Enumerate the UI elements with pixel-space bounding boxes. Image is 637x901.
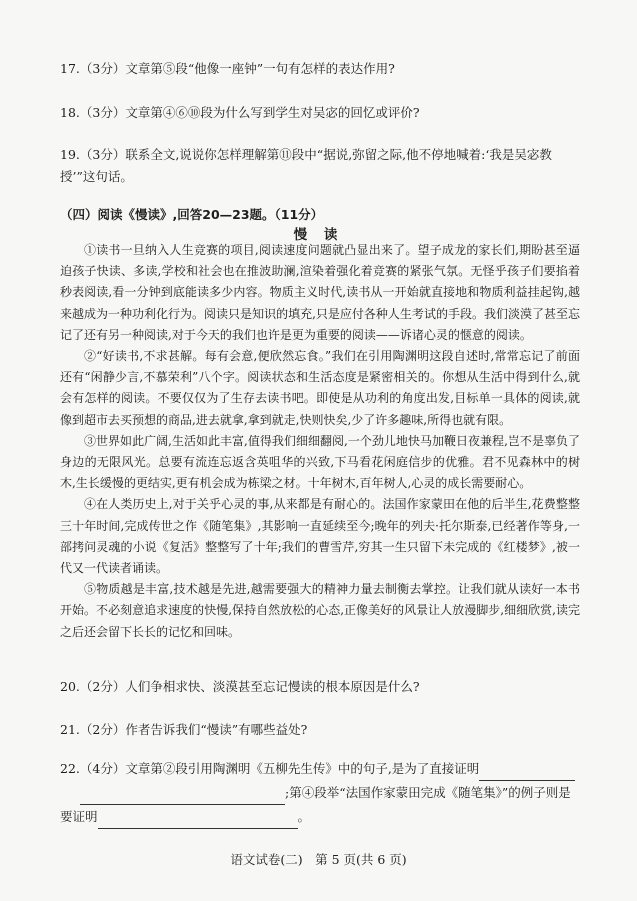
article-title: 慢 读 — [293, 227, 344, 243]
question-19: 19.（3分）联系全文,说说你怎样理解第⑪段中“据说,弥留之际,他不停地喊着:‘我是吴宓教授’”这句话。 — [60, 147, 552, 184]
article-paragraph-1: ①读书一旦纳入人生竞赛的项目,阅读速度问题就凸显出来了。望子成龙的家长们,期盼甚至逼迫孩子快读、多读,学校和社会也在推波助澜,渲染着强化着竞赛的紧张气氛。无怪乎孩子们要掐着秒表阅读,看一分钟到底能读多少内容。物质主义时代,读书从一开始就直接地和物质利益挂起钩,越来越成为一种功利化行为。阅读只是知识的填充,只是应付各种人生考试的手段。我们淡漠了甚至忘记了还有另一种阅读,对于今天的我们也许是更为重要的阅读——诉诸心灵的惬意的阅读。 — [60, 243, 580, 342]
question-18: 18.（3分）文章第④⑥⑩段为什么写到学生对吴宓的回忆或评价? — [60, 105, 420, 120]
article-paragraph-5: ⑤物质越是丰富,技术越是先进,越需要强大的精神力量去制衡去掌控。让我们就从读好一本书开始。不必刻意追求速度的快慢,保持自然放松的心态,正像美好的风景让人放漫脚步,细细欣赏,读完之后还会留下长长的记忆和回味。 — [60, 582, 580, 639]
question-21: 21.（2分）作者告诉我们“慢读”有哪些益处? — [60, 722, 308, 737]
page-footer: 语文试卷(二) 第 5 页(共 6 页) — [230, 852, 407, 867]
question-22-part-d: 。 — [297, 809, 311, 824]
question-22-part-a: 22.（4分）文章第②段引用陶渊明《五柳先生传》中的句子,是为了直接证明 — [60, 761, 480, 776]
question-17: 17.（3分）文章第⑤段“他像一座钟”一句有怎样的表达作用? — [60, 61, 395, 76]
article-paragraph-2: ②“好读书,不求甚解。每有会意,便欣然忘食。”我们在引用陶渊明这段自述时,常常忘记了前面还有“闲静少言,不慕荣利”八个字。阅读状态和生活态度是紧密相关的。你想从生活中得到什么,就会有怎样的阅读。不要仅仅为了生存去读书吧。即使是从功利的角度出发,目标单一具体的阅读,就像到超市去买预想的商品,进去就拿,拿到就走,快则快矣,少了许多趣味,所得也就有限。 — [60, 349, 580, 427]
article-body — [60, 240, 580, 643]
question-22 — [60, 757, 580, 829]
question-20: 20.（2分）人们争相求快、淡漠甚至忘记慢读的根本原因是什么? — [60, 679, 420, 694]
article-paragraph-4: ④在人类历史上,对于关乎心灵的事,从来都是有耐心的。法国作家蒙田在他的后半生,花费整整三十年时间,完成传世之作《随笔集》,其影响一直延续至今;晚年的列夫·托尔斯泰,已经著作等身,一部拷问灵魂的小说《复活》整整写了十年;我们的曹雪芹,穷其一生只留下未完成的《红楼梦》,被一代又一代读者诵读。 — [60, 497, 580, 576]
answer-blank-1[interactable] — [479, 764, 575, 781]
answer-blank-2[interactable] — [80, 788, 285, 805]
section-heading: （四）阅读《慢读》,回答20—23题。（11分） — [60, 207, 324, 222]
question-22-part-b: ;第④段举“法国作家蒙田完成《随笔集》”的例子则是 — [285, 785, 571, 800]
answer-blank-3[interactable] — [98, 812, 298, 829]
article-paragraph-3: ③世界如此广阔,生活如此丰富,值得我们细细翻阅,一个劲儿地快马加鞭日夜兼程,岂不是辜负了身边的无限风光。总要有流连忘返含英咀华的兴致,下马看花闲庭信步的优雅。君不见森林中的树木,生长缓慢的更结实,更有机会成为栋梁之材。十年树木,百年树人,心灵的成长需要耐心。 — [60, 433, 580, 491]
question-22-part-c: 要证明 — [60, 809, 98, 824]
